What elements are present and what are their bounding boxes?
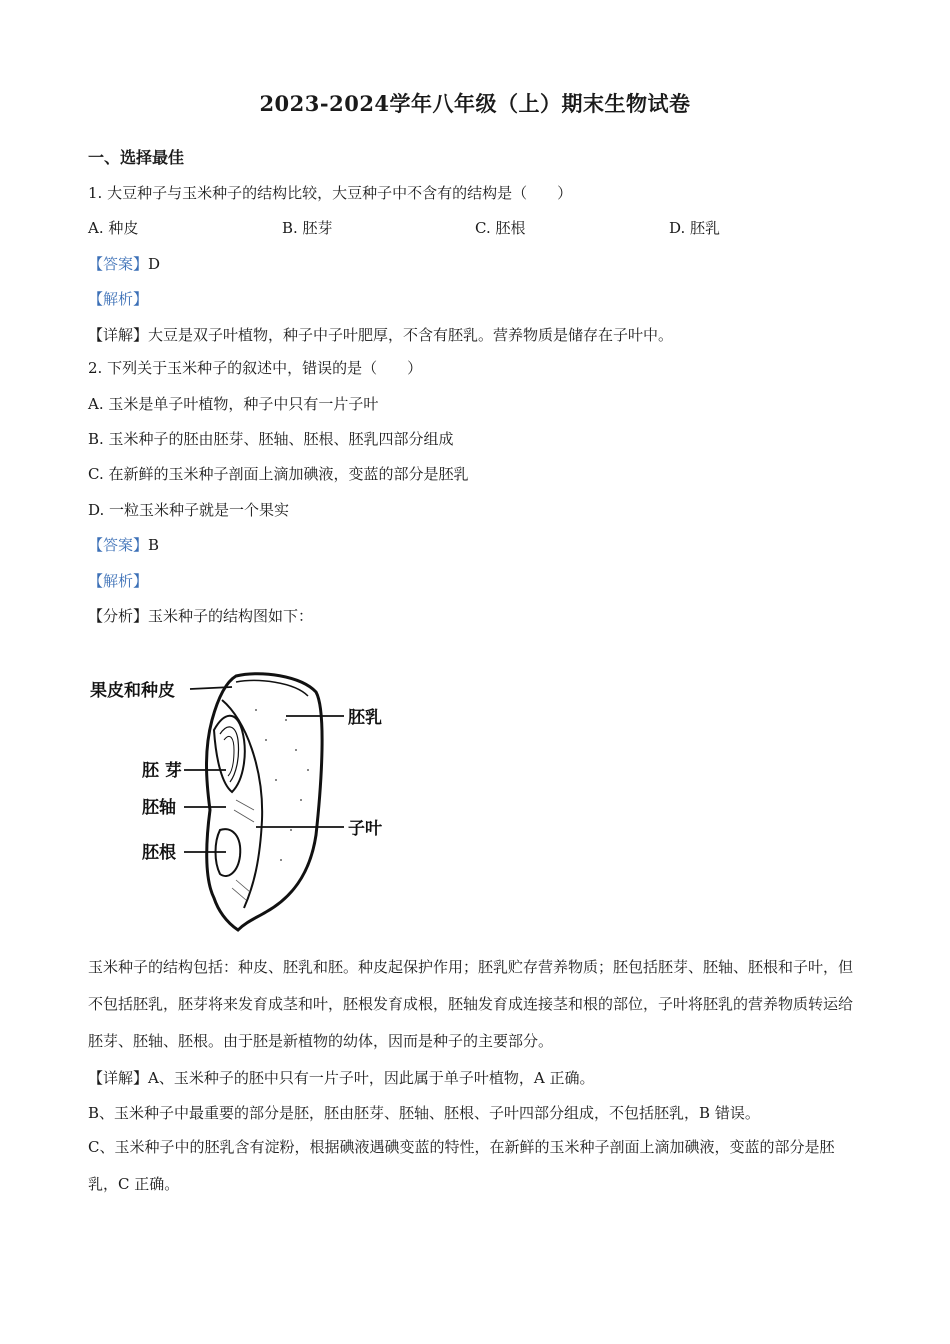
q2-detail-a (88, 1067, 594, 1088)
q1-option-c: C. 胚根 (475, 219, 526, 237)
q2-explanation: 玉米种子的结构包括：种皮、胚乳和胚。种皮起保护作用；胚乳贮存营养物质；胚包括胚芽、胚轴、胚根和子叶，但不包括胚乳，胚芽将来发育成茎和叶，胚根发育成根，胚轴发育成连接茎和根的部位，子叶将胚乳的营养物质转运给胚芽、胚轴、胚根。由于胚是新植物的幼体，因而是种子的主要部分。 (88, 958, 854, 1050)
q1-option-d: D. 胚乳 (669, 219, 721, 237)
answer-value: D (148, 255, 161, 273)
q2-analysis-tag: 【解析】 (88, 572, 149, 590)
q2-detail-b: B、玉米种子中最重要的部分是胚，胚由胚芽、胚轴、胚根、子叶四部分组成，不包括胚乳，B 错误。 (88, 1104, 760, 1122)
answer-tag: 【答案】 (88, 536, 149, 554)
fenxi-text: 玉米种子的结构图如下： (148, 607, 314, 625)
label-radicle: 胚根 (142, 843, 176, 863)
label-hypocotyl: 胚轴 (142, 798, 176, 818)
q1-option-a: A. 种皮 (88, 219, 139, 237)
q1-answer (88, 253, 160, 274)
q2-option-c: C. 在新鲜的玉米种子剖面上滴加碘液，变蓝的部分是胚乳 (88, 465, 469, 483)
detail-tag: 【详解】 (88, 326, 149, 344)
detail-text: 大豆是双子叶植物，种子中子叶肥厚，不含有胚乳。营养物质是储存在子叶中。 (148, 326, 674, 344)
label-pericarp: 果皮和种皮 (90, 681, 175, 701)
q1-analysis-tag: 【解析】 (88, 290, 149, 308)
q2-option-a: A. 玉米是单子叶植物，种子中只有一片子叶 (88, 395, 379, 413)
label-cotyledon: 子叶 (348, 819, 382, 839)
answer-value: B (148, 536, 160, 554)
label-endosperm: 胚乳 (348, 708, 382, 728)
question-2-stem: 2. 下列关于玉米种子的叙述中，错误的是（ ） (88, 359, 423, 377)
q1-option-b: B. 胚芽 (282, 219, 333, 237)
q2-fenxi (88, 605, 313, 626)
fenxi-tag: 【分析】 (88, 607, 149, 625)
answer-tag: 【答案】 (88, 255, 149, 273)
q2-option-d: D. 一粒玉米种子就是一个果实 (88, 501, 290, 519)
question-1-stem: 1. 大豆种子与玉米种子的结构比较，大豆种子中不含有的结构是（ ） (88, 184, 573, 202)
q2-detail-c: C、玉米种子中的胚乳含有淀粉，根据碘液遇碘变蓝的特性，在新鲜的玉米种子剖面上滴加碘液，变蓝的部分是胚乳，C 正确。 (88, 1138, 835, 1193)
detail-tag: 【详解】 (88, 1069, 149, 1087)
label-plumule: 胚 芽 (142, 761, 182, 781)
section-heading: 一、选择最佳 (88, 148, 185, 167)
corn-seed-diagram (86, 660, 406, 935)
q2-option-b: B. 玉米种子的胚由胚芽、胚轴、胚根、胚乳四部分组成 (88, 430, 454, 448)
q1-detail (88, 324, 673, 345)
q2-answer (88, 534, 159, 555)
seed-outline (207, 674, 323, 930)
detail-a-text: A、玉米种子的胚中只有一片子叶，因此属于单子叶植物，A 正确。 (148, 1069, 595, 1087)
page-title: 2023-2024学年八年级（上）期末生物试卷 (259, 91, 691, 116)
